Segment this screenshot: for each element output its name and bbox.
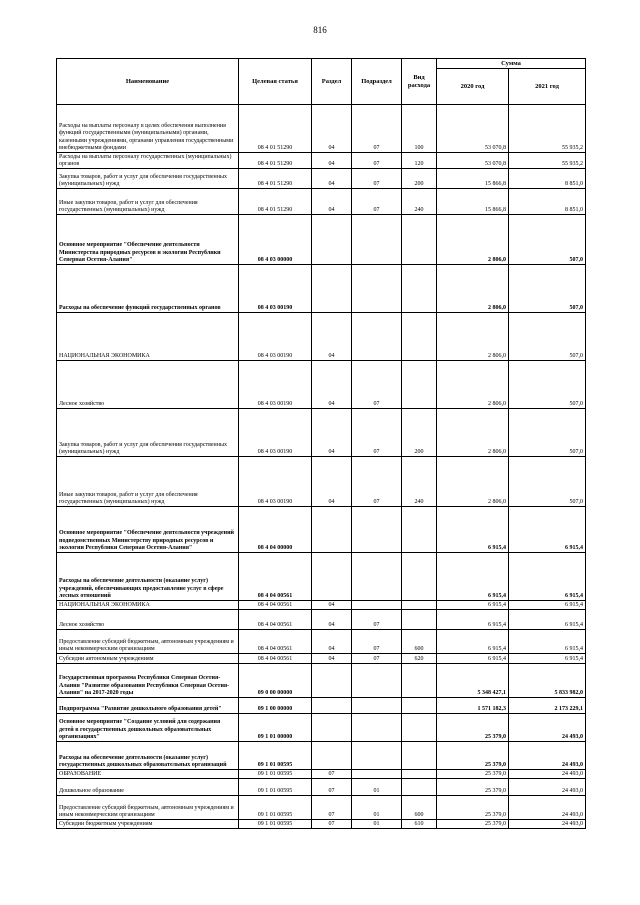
row-name: Закупка товаров, работ и услуг для обеспечения государственных (муниципальных) нужд <box>57 169 239 189</box>
row-name: Основное мероприятие "Обеспечение деятельности Министерства природных ресурсов и экологии Республики Северная Осетия-Алания" <box>57 215 239 265</box>
row-section <box>312 742 352 770</box>
table-row <box>57 610 586 630</box>
row-name: Иные закупки товаров, работ и услуг для обеспечения государственных (муниципальных) нужд <box>57 457 239 507</box>
row-section: 07 <box>312 796 352 820</box>
row-target-code: 08 4 03 00190 <box>239 313 312 361</box>
row-section <box>312 664 352 698</box>
row-expense-type: 620 <box>402 654 437 664</box>
row-subsection: 07 <box>352 654 402 664</box>
row-section: 04 <box>312 313 352 361</box>
row-section: 04 <box>312 361 352 409</box>
row-sum-2020: 15 866,8 <box>437 189 509 215</box>
row-target-code: 09 1 01 00595 <box>239 796 312 820</box>
row-subsection <box>352 507 402 553</box>
row-subsection: 07 <box>352 189 402 215</box>
row-sum-2021: 24 493,0 <box>509 714 586 742</box>
row-subsection: 07 <box>352 409 402 457</box>
table-row <box>57 265 586 313</box>
row-section <box>312 714 352 742</box>
header-sum: Сумма <box>437 59 586 69</box>
row-sum-2021: 507,0 <box>509 409 586 457</box>
row-sum-2020: 6 915,4 <box>437 630 509 654</box>
row-section: 04 <box>312 169 352 189</box>
table-row <box>57 698 586 714</box>
row-name: Расходы на выплаты персоналу государственных (муниципальных) органов <box>57 153 239 169</box>
row-subsection <box>352 664 402 698</box>
row-section: 04 <box>312 630 352 654</box>
row-expense-type: 200 <box>402 409 437 457</box>
row-expense-type <box>402 215 437 265</box>
row-subsection: 01 <box>352 779 402 796</box>
header-subsection: Подраздел <box>352 59 402 105</box>
header-2020: 2020 год <box>437 69 509 105</box>
row-expense-type <box>402 265 437 313</box>
row-sum-2021: 55 935,2 <box>509 153 586 169</box>
row-target-code: 08 4 03 00000 <box>239 215 312 265</box>
table-body <box>57 105 586 829</box>
row-sum-2021: 507,0 <box>509 457 586 507</box>
table-row <box>57 796 586 820</box>
header-target: Целевая статья <box>239 59 312 105</box>
row-sum-2020: 5 348 427,1 <box>437 664 509 698</box>
row-sum-2021: 507,0 <box>509 215 586 265</box>
row-expense-type: 600 <box>402 796 437 820</box>
row-name: Лесное хозяйство <box>57 610 239 630</box>
row-sum-2020: 25 379,0 <box>437 820 509 829</box>
row-section: 04 <box>312 153 352 169</box>
table-row <box>57 664 586 698</box>
table-row <box>57 457 586 507</box>
table-row <box>57 361 586 409</box>
row-sum-2020: 2 806,0 <box>437 457 509 507</box>
row-subsection <box>352 714 402 742</box>
row-sum-2020: 25 379,0 <box>437 796 509 820</box>
row-target-code: 09 1 01 00000 <box>239 714 312 742</box>
row-name: Расходы на обеспечение функций государственных органов <box>57 265 239 313</box>
row-expense-type <box>402 361 437 409</box>
row-section: 07 <box>312 820 352 829</box>
row-subsection <box>352 265 402 313</box>
row-expense-type <box>402 779 437 796</box>
row-subsection: 07 <box>352 361 402 409</box>
row-sum-2021: 55 935,2 <box>509 105 586 153</box>
row-sum-2021: 24 493,0 <box>509 770 586 779</box>
row-sum-2021: 8 851,0 <box>509 189 586 215</box>
row-target-code: 08 4 03 00190 <box>239 265 312 313</box>
row-expense-type <box>402 698 437 714</box>
budget-table <box>56 58 586 829</box>
row-expense-type <box>402 770 437 779</box>
row-expense-type: 240 <box>402 457 437 507</box>
row-expense-type <box>402 664 437 698</box>
row-subsection: 07 <box>352 169 402 189</box>
row-target-code: 08 4 03 00190 <box>239 409 312 457</box>
row-section: 04 <box>312 610 352 630</box>
row-section: 04 <box>312 105 352 153</box>
row-sum-2020: 1 571 182,3 <box>437 698 509 714</box>
header-2021: 2021 год <box>509 69 586 105</box>
row-subsection: 01 <box>352 796 402 820</box>
row-name: Дошкольное образование <box>57 779 239 796</box>
table-row <box>57 189 586 215</box>
row-name: Лесное хозяйство <box>57 361 239 409</box>
row-sum-2020: 6 915,4 <box>437 553 509 601</box>
row-subsection: 07 <box>352 105 402 153</box>
row-subsection: 07 <box>352 153 402 169</box>
row-sum-2020: 6 915,4 <box>437 507 509 553</box>
table-row <box>57 105 586 153</box>
row-section: 07 <box>312 779 352 796</box>
row-sum-2020: 6 915,4 <box>437 610 509 630</box>
row-expense-type <box>402 553 437 601</box>
row-target-code: 08 4 04 00561 <box>239 610 312 630</box>
row-sum-2021: 24 493,0 <box>509 742 586 770</box>
row-sum-2021: 6 915,4 <box>509 654 586 664</box>
row-section <box>312 698 352 714</box>
row-target-code: 08 4 04 00561 <box>239 630 312 654</box>
row-target-code: 08 4 01 51290 <box>239 169 312 189</box>
row-subsection: 07 <box>352 630 402 654</box>
header-expense-type: Вид расхода <box>402 59 437 105</box>
row-name: НАЦИОНАЛЬНАЯ ЭКОНОМИКА <box>57 313 239 361</box>
header-name: Наименование <box>57 59 239 105</box>
row-sum-2021: 507,0 <box>509 361 586 409</box>
row-name: НАЦИОНАЛЬНАЯ ЭКОНОМИКА <box>57 601 239 610</box>
row-name: Основное мероприятие "Создание условий для содержания детей в государственных дошкольных образовательных организациях" <box>57 714 239 742</box>
row-sum-2021: 2 173 229,1 <box>509 698 586 714</box>
row-target-code: 08 4 03 00190 <box>239 361 312 409</box>
row-target-code: 08 4 04 00561 <box>239 601 312 610</box>
row-name: Субсидии бюджетным учреждениям <box>57 820 239 829</box>
table-row <box>57 714 586 742</box>
row-sum-2020: 2 806,0 <box>437 361 509 409</box>
row-section: 04 <box>312 409 352 457</box>
row-expense-type: 610 <box>402 820 437 829</box>
table-row <box>57 770 586 779</box>
row-sum-2021: 5 833 982,0 <box>509 664 586 698</box>
row-expense-type <box>402 714 437 742</box>
row-subsection <box>352 770 402 779</box>
row-expense-type <box>402 313 437 361</box>
row-name: Расходы на обеспечение деятельности (оказание услуг) государственных дошкольных образовательных организаций <box>57 742 239 770</box>
row-sum-2020: 6 915,4 <box>437 601 509 610</box>
row-name: Расходы на обеспечение деятельности (оказание услуг) учреждений, обеспечивающих предоставление услуг в сфере лесных отношений <box>57 553 239 601</box>
row-target-code: 09 1 01 00595 <box>239 770 312 779</box>
row-name: Расходы на выплаты персоналу в целях обеспечения выполнения функций государственными (муниципальными) органами, казенными учреждениями, органами управления государственными внебюджетными фондами <box>57 105 239 153</box>
row-name: Иные закупки товаров, работ и услуг для обеспечения государственных (муниципальных) нужд <box>57 189 239 215</box>
row-subsection <box>352 215 402 265</box>
row-sum-2020: 25 379,0 <box>437 714 509 742</box>
row-target-code: 08 4 01 51290 <box>239 105 312 153</box>
row-sum-2021: 24 493,0 <box>509 796 586 820</box>
row-sum-2020: 53 070,8 <box>437 105 509 153</box>
table-row <box>57 630 586 654</box>
row-name: Государственная программа Республики Северная Осетия-Алания "Развитие образования Республики Северная Осетия-Алания" на 2017-2020 годы <box>57 664 239 698</box>
row-name: Предоставление субсидий бюджетным, автономным учреждениям и иным некоммерческим организациям <box>57 796 239 820</box>
row-subsection <box>352 313 402 361</box>
row-name: Основное мероприятие "Обеспечение деятельности учреждений подведомственных Министерству природных ресурсов и экологии Республики Северная Осетия-Алания" <box>57 507 239 553</box>
row-name: Закупка товаров, работ и услуг для обеспечения государственных (муниципальных) нужд <box>57 409 239 457</box>
row-section <box>312 553 352 601</box>
row-expense-type <box>402 742 437 770</box>
table-row <box>57 169 586 189</box>
row-sum-2021: 507,0 <box>509 313 586 361</box>
row-expense-type: 200 <box>402 169 437 189</box>
page-number: 816 <box>313 25 327 35</box>
row-name: Подпрограмма "Развитие дошкольного образования детей" <box>57 698 239 714</box>
row-sum-2020: 25 379,0 <box>437 779 509 796</box>
row-section <box>312 507 352 553</box>
row-sum-2021: 6 915,4 <box>509 507 586 553</box>
row-expense-type: 600 <box>402 630 437 654</box>
row-expense-type: 240 <box>402 189 437 215</box>
row-sum-2020: 2 806,0 <box>437 409 509 457</box>
row-section: 04 <box>312 457 352 507</box>
row-sum-2021: 507,0 <box>509 265 586 313</box>
row-name: Предоставление субсидий бюджетным, автономным учреждениям и иным некоммерческим организациям <box>57 630 239 654</box>
row-sum-2020: 25 379,0 <box>437 742 509 770</box>
row-sum-2020: 2 806,0 <box>437 313 509 361</box>
row-subsection <box>352 698 402 714</box>
row-target-code: 08 4 04 00561 <box>239 654 312 664</box>
row-sum-2021: 24 493,0 <box>509 820 586 829</box>
row-sum-2021: 6 915,4 <box>509 610 586 630</box>
row-sum-2020: 15 866,8 <box>437 169 509 189</box>
row-target-code: 09 1 01 00595 <box>239 820 312 829</box>
table-row <box>57 820 586 829</box>
row-target-code: 09 1 00 00000 <box>239 698 312 714</box>
table-row <box>57 553 586 601</box>
table-row <box>57 507 586 553</box>
row-target-code: 08 4 04 00000 <box>239 507 312 553</box>
row-section <box>312 215 352 265</box>
row-sum-2020: 2 806,0 <box>437 215 509 265</box>
table-row <box>57 215 586 265</box>
row-target-code: 09 1 01 00595 <box>239 742 312 770</box>
row-sum-2021: 6 915,4 <box>509 553 586 601</box>
row-subsection: 07 <box>352 457 402 507</box>
row-target-code: 08 4 04 00561 <box>239 553 312 601</box>
row-expense-type: 120 <box>402 153 437 169</box>
table-row <box>57 779 586 796</box>
row-target-code: 08 4 03 00190 <box>239 457 312 507</box>
row-expense-type: 100 <box>402 105 437 153</box>
row-sum-2020: 2 806,0 <box>437 265 509 313</box>
row-expense-type <box>402 610 437 630</box>
table-row <box>57 313 586 361</box>
header-section: Раздел <box>312 59 352 105</box>
row-name: ОБРАЗОВАНИЕ <box>57 770 239 779</box>
table-row <box>57 601 586 610</box>
row-section: 04 <box>312 601 352 610</box>
row-target-code: 09 1 01 00595 <box>239 779 312 796</box>
row-subsection: 01 <box>352 820 402 829</box>
row-subsection <box>352 553 402 601</box>
table-row <box>57 409 586 457</box>
row-sum-2021: 8 851,0 <box>509 169 586 189</box>
row-subsection: 07 <box>352 610 402 630</box>
row-expense-type <box>402 507 437 553</box>
row-expense-type <box>402 601 437 610</box>
row-section: 04 <box>312 189 352 215</box>
row-section: 07 <box>312 770 352 779</box>
table-row <box>57 153 586 169</box>
row-target-code: 08 4 01 51290 <box>239 153 312 169</box>
row-subsection <box>352 742 402 770</box>
row-target-code: 09 0 00 00000 <box>239 664 312 698</box>
row-section: 04 <box>312 654 352 664</box>
row-sum-2021: 24 493,0 <box>509 779 586 796</box>
row-target-code: 08 4 01 51290 <box>239 189 312 215</box>
table-row <box>57 742 586 770</box>
row-section <box>312 265 352 313</box>
row-sum-2020: 6 915,4 <box>437 654 509 664</box>
row-subsection <box>352 601 402 610</box>
row-sum-2021: 6 915,4 <box>509 630 586 654</box>
row-sum-2020: 25 379,0 <box>437 770 509 779</box>
row-sum-2021: 6 915,4 <box>509 601 586 610</box>
row-name: Субсидии автономным учреждениям <box>57 654 239 664</box>
table-row <box>57 654 586 664</box>
row-sum-2020: 53 070,8 <box>437 153 509 169</box>
